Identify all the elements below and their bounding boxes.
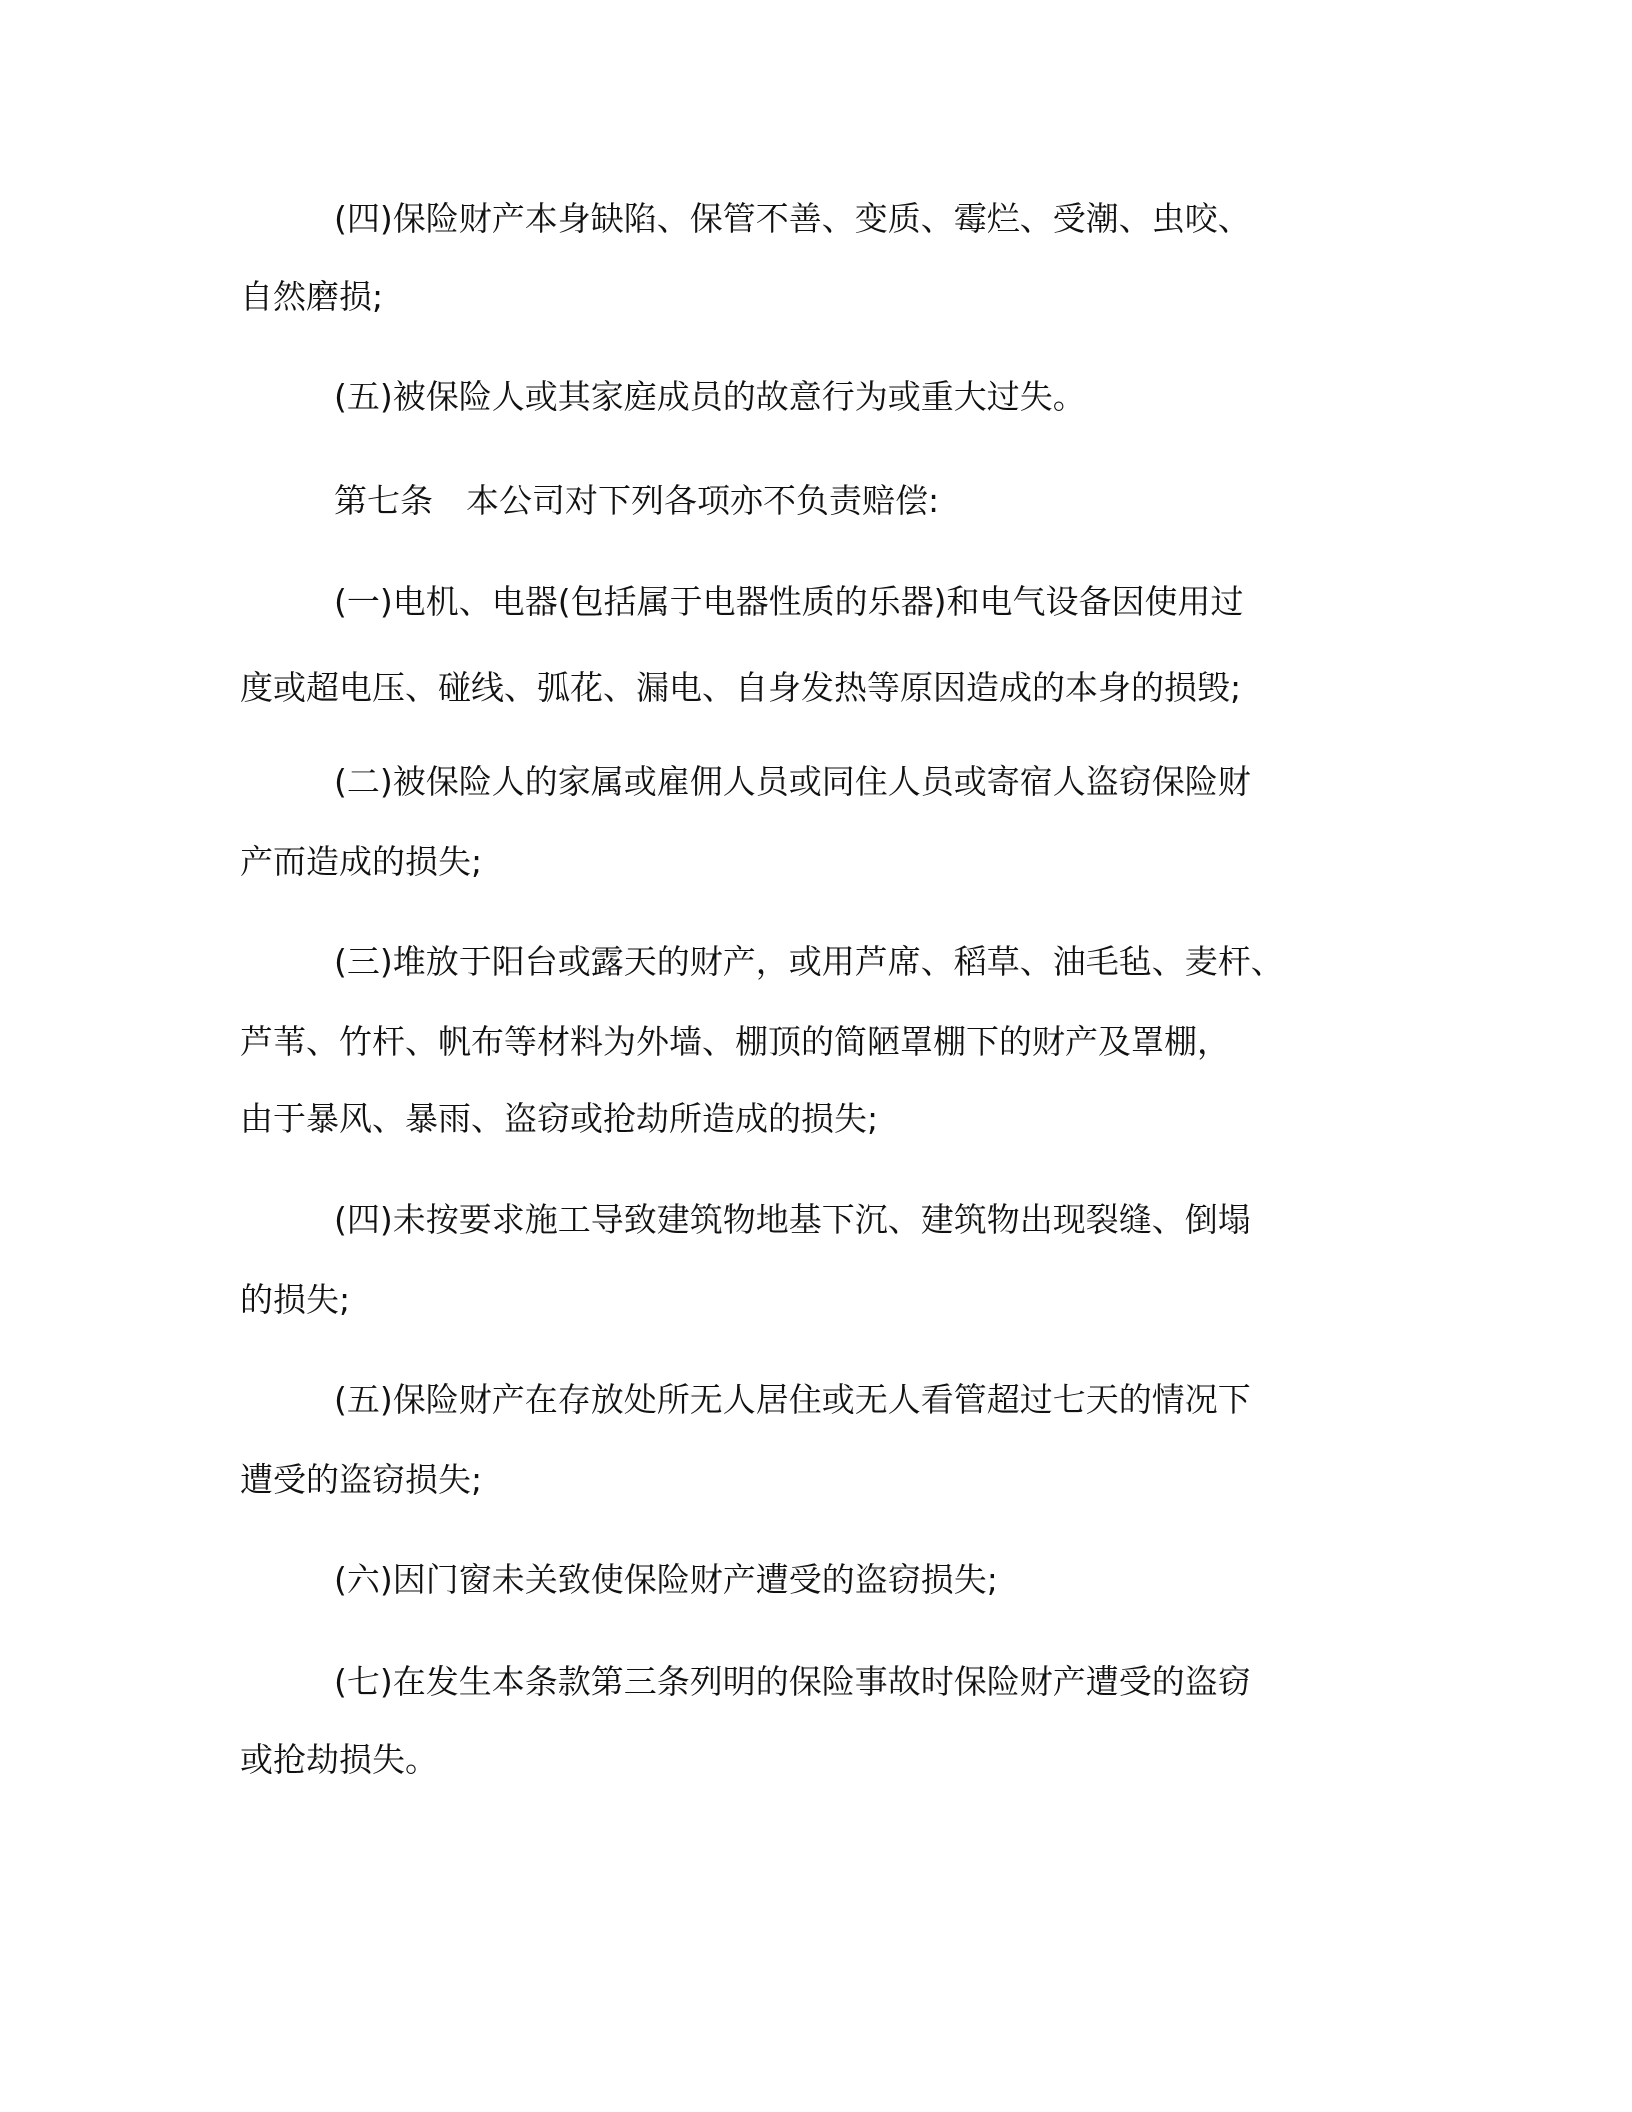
text-line: (四)保险财产本身缺陷、保管不善、变质、霉烂、受潮、虫咬、: [334, 199, 1251, 238]
text-line: 芦苇、竹杆、帆布等材料为外墙、棚顶的简陋罩棚下的财产及罩棚，: [240, 1022, 1230, 1061]
text-line: 遭受的盗窃损失;: [240, 1460, 483, 1499]
text-line: 的损失;: [240, 1280, 351, 1319]
text-line: (七)在发生本条款第三条列明的保险事故时保险财产遭受的盗窃: [334, 1662, 1251, 1701]
text-line: (四)未按要求施工导致建筑物地基下沉、建筑物出现裂缝、倒塌: [334, 1200, 1251, 1239]
text-line: 由于暴风、暴雨、盗窃或抢劫所造成的损失;: [240, 1099, 879, 1138]
text-line: 自然磨损;: [240, 277, 384, 316]
text-line: (三)堆放于阳台或露天的财产，或用芦席、稻草、油毛毡、麦杆、: [334, 942, 1284, 981]
text-line: 或抢劫损失。: [240, 1740, 438, 1779]
text-line: (六)因门窗未关致使保险财产遭受的盗窃损失;: [334, 1560, 998, 1599]
text-line: (一)电机、电器(包括属于电器性质的乐器)和电气设备因使用过: [334, 582, 1244, 621]
text-line: (五)被保险人或其家庭成员的故意行为或重大过失。: [334, 377, 1086, 416]
text-line: 度或超电压、碰线、弧花、漏电、自身发热等原因造成的本身的损毁;: [240, 668, 1242, 707]
text-line: (二)被保险人的家属或雇佣人员或同住人员或寄宿人盗窃保险财: [334, 762, 1251, 801]
section-heading: 第七条 本公司对下列各项亦不负责赔偿:: [334, 481, 940, 520]
text-line: (五)保险财产在存放处所无人居住或无人看管超过七天的情况下: [334, 1380, 1251, 1419]
text-line: 产而造成的损失;: [240, 842, 483, 881]
